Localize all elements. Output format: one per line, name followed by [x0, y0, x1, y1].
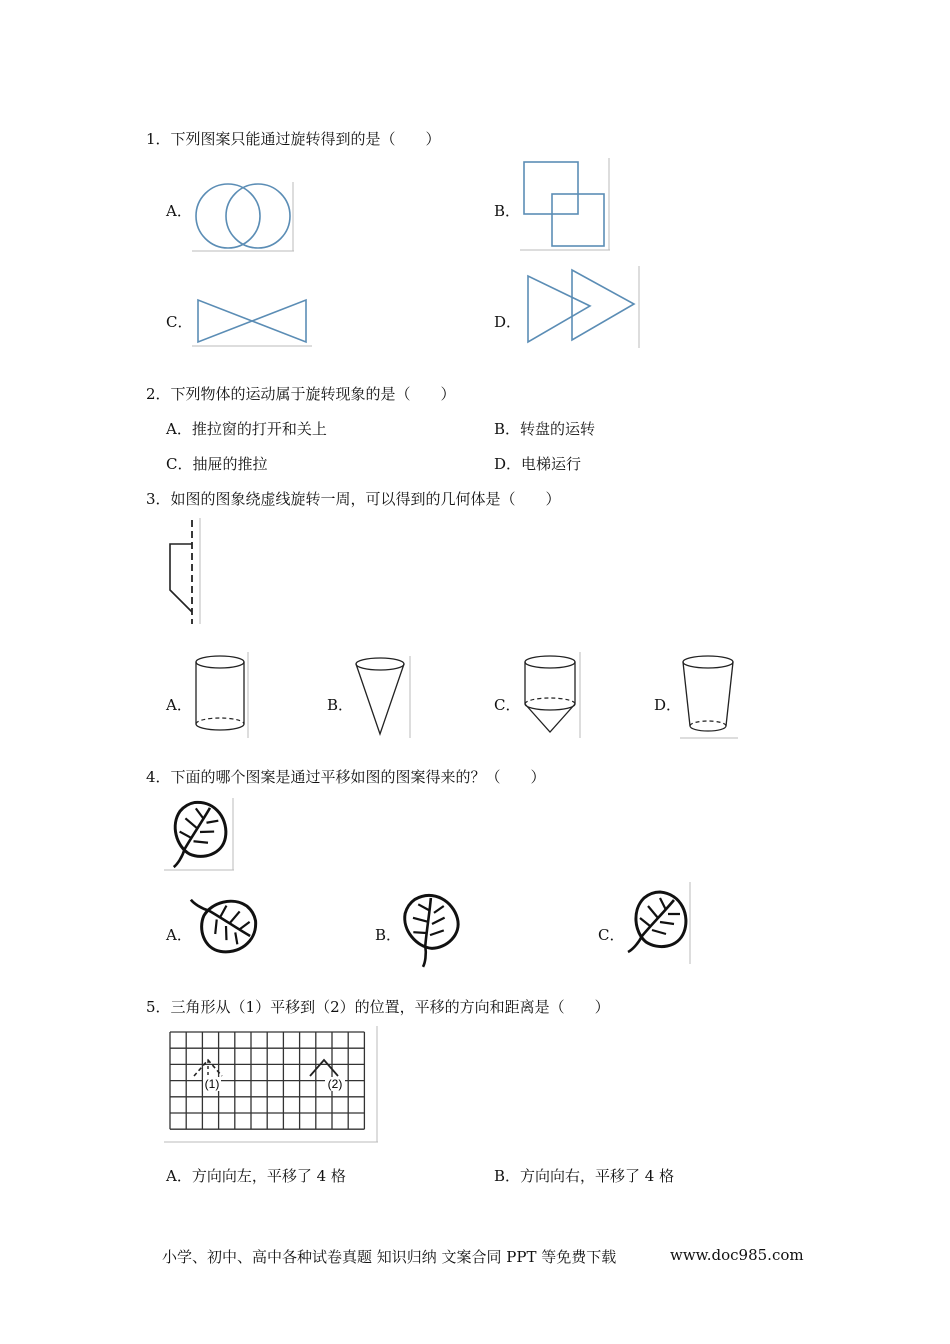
q5-option-a[interactable]: [166, 1165, 346, 1186]
q2-option-d-label: D．: [494, 455, 522, 473]
q3-option-d-label[interactable]: D．: [654, 696, 682, 714]
profile-shape: [170, 544, 192, 612]
q3-option-c-figure: [520, 652, 584, 740]
footer-text: 小学、初中、高中各种试卷真题 知识归纳 文案合同 PPT 等免费下载: [162, 1248, 617, 1266]
q2-option-b-label: B．: [494, 420, 521, 438]
q1-option-d-label[interactable]: D．: [494, 313, 522, 331]
q1-option-a-figure: [192, 180, 296, 252]
q3-number: 3．: [146, 490, 171, 508]
q2-option-d[interactable]: [494, 453, 581, 474]
q2-option-d-text: 电梯运行: [521, 455, 582, 473]
triangle-left: [198, 300, 252, 342]
q2-option-b[interactable]: [494, 418, 595, 439]
leaf-icon: [389, 885, 471, 967]
footer-site-link[interactable]: www.doc985.com: [670, 1246, 804, 1264]
q4-option-b-figure: [398, 884, 468, 966]
label-1: (1): [204, 1077, 220, 1091]
q3-stem: [146, 488, 561, 509]
q4-number: 4．: [146, 768, 171, 786]
q4-option-a-label[interactable]: A．: [166, 926, 192, 944]
q2-option-b-text: 转盘的运转: [520, 420, 596, 438]
triangle-back: [528, 276, 590, 342]
circle-left: [196, 184, 260, 248]
q2-stem: [146, 383, 456, 404]
q4-reference-leaf: [164, 796, 236, 872]
q2-option-a[interactable]: [166, 418, 327, 439]
q1-option-c-figure: [192, 294, 314, 348]
q5-option-a-text: 方向向左，平移了 4 格: [191, 1167, 346, 1185]
q5-option-a-label: A．: [166, 1167, 192, 1185]
q4-text: 下面的哪个图案是通过平移如图的图案得来的？（ ）: [170, 768, 546, 786]
q1-option-c-label[interactable]: C．: [166, 313, 193, 331]
q1-stem: [146, 128, 441, 149]
q5-grid-figure: [164, 1026, 380, 1144]
q2-option-c-label: C．: [166, 455, 193, 473]
q5-option-b[interactable]: [494, 1165, 674, 1186]
triangle-2: [310, 1060, 338, 1076]
circle-right: [226, 184, 290, 248]
q5-text: 三角形从（1）平移到（2）的位置，平移的方向和距离是（ ）: [170, 998, 610, 1016]
triangle-front: [572, 270, 634, 340]
q1-option-b-label[interactable]: B．: [494, 202, 521, 220]
q1-text: 下列图案只能通过旋转得到的是（ ）: [170, 130, 441, 148]
q4-option-c-figure: [624, 882, 694, 966]
q1-option-a-label[interactable]: A．: [166, 202, 192, 220]
q3-option-c-label[interactable]: C．: [494, 696, 521, 714]
q2-option-c-text: 抽屉的推拉: [192, 455, 268, 473]
leaf-icon: [191, 889, 260, 956]
q2-option-a-label: A．: [166, 420, 192, 438]
q1-option-d-figure: [520, 266, 642, 350]
q3-option-a-figure: [192, 652, 252, 740]
triangle-right: [252, 300, 306, 342]
q4-option-c-label[interactable]: C．: [598, 926, 625, 944]
q3-option-d-figure: [680, 652, 740, 740]
q1-option-b-figure: [520, 158, 612, 252]
leaf-icon: [628, 892, 686, 952]
q2-option-c[interactable]: [166, 453, 268, 474]
q2-option-a-text: 推拉窗的打开和关上: [191, 420, 327, 438]
q3-text: 如图的图象绕虚线旋转一周，可以得到的几何体是（ ）: [170, 490, 561, 508]
q3-option-b-figure: [352, 656, 414, 740]
q4-option-b-label[interactable]: B．: [375, 926, 402, 944]
q1-number: 1．: [146, 130, 171, 148]
q3-option-a-label[interactable]: A．: [166, 696, 192, 714]
q5-option-b-text: 方向向右，平移了 4 格: [520, 1167, 675, 1185]
square-back: [524, 162, 578, 214]
label-2: (2): [327, 1077, 343, 1091]
q3-reference-figure: [162, 518, 208, 628]
q2-text: 下列物体的运动属于旋转现象的是（ ）: [170, 385, 456, 403]
q5-option-b-label: B．: [494, 1167, 521, 1185]
q4-option-a-figure: [192, 888, 258, 964]
q4-stem: [146, 766, 546, 787]
q2-number: 2．: [146, 385, 171, 403]
q5-number: 5．: [146, 998, 171, 1016]
q5-stem: [146, 996, 610, 1017]
leaf-icon: [163, 798, 230, 867]
q3-option-b-label[interactable]: B．: [327, 696, 354, 714]
